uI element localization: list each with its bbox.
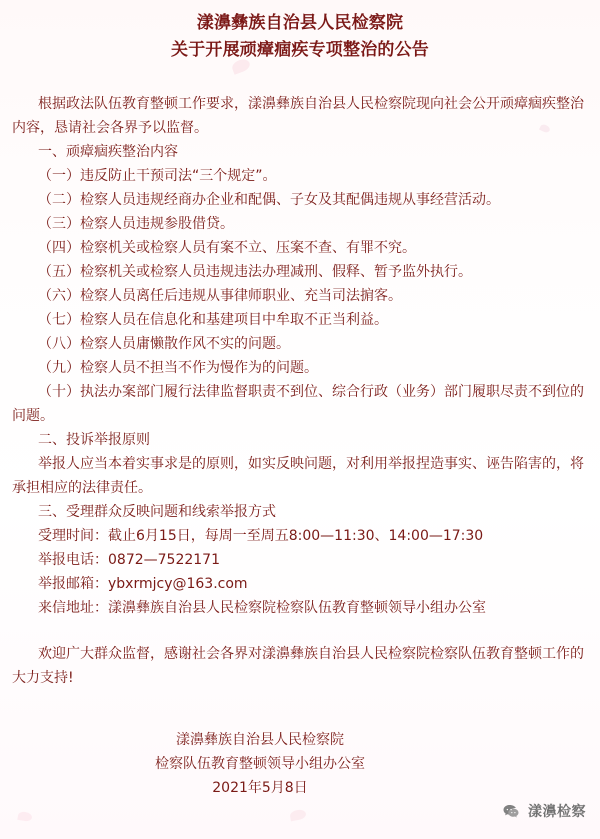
list-item: （四）检察机关或检察人员有案不立、压案不查、有罪不究。 (38, 240, 416, 256)
watermark (502, 801, 586, 821)
section-3-title: 三、受理群众反映问题和线索举报方式 (38, 504, 276, 520)
signature-line-1: 漾濞彝族自治县人民检察院 (176, 732, 344, 748)
contact-phone: 举报电话：0872—7522171 (38, 552, 220, 568)
closing-paragraph: 欢迎广大群众监督，感谢社会各界对漾濞彝族自治县人民检察院检察队伍教育整顿工作的大力支持! (12, 646, 584, 686)
contact-address: 来信地址：漾濞彝族自治县人民检察院检察队伍教育整顿领导小组办公室 (38, 600, 486, 616)
list-item: （五）检察机关或检察人员违规违法办理减刑、假释、暂予监外执行。 (38, 264, 472, 280)
list-item: （十）执法办案部门履行法律监督职责不到位、综合行政（业务）部门履职尽责不到位的问题。 (12, 384, 584, 424)
watermark-text: 漾濞检察 (528, 804, 586, 820)
decorative-petal (17, 811, 32, 822)
list-item: （二）检察人员违规经商办企业和配偶、子女及其配偶违规从事经营活动。 (38, 192, 500, 208)
decorative-petal (289, 809, 306, 822)
section-1-title: 一、顽瘴痼疾整治内容 (38, 144, 178, 160)
list-item: （六）检察人员离任后违规从事律师职业、充当司法掮客。 (38, 288, 402, 304)
intro-paragraph: 根据政法队伍教育整顿工作要求，漾濞彝族自治县人民检察院现向社会公开顽瘴痼疾整治内容，恳请社会各界予以监督。 (12, 96, 584, 136)
signature-date: 2021年5月8日 (212, 780, 308, 796)
list-item: （九）检察人员不担当不作为慢作为的问题。 (38, 360, 318, 376)
list-item: （一）违反防止干预司法“三个规定”。 (38, 168, 277, 184)
notice-title (0, 10, 600, 64)
spacer (12, 620, 588, 642)
title-line-2: 关于开展顽瘴痼疾专项整治的公告 (171, 40, 429, 60)
section-2-text: 举报人应当本着实事求是的原则，如实反映问题，对利用举报捏造事实、诬告陷害的，将承担相应的法律责任。 (12, 456, 584, 496)
notice-body (12, 92, 588, 690)
list-item: （三）检察人员违规参股借贷。 (38, 216, 234, 232)
list-item: （七）检察人员在信息化和基建项目中牟取不正当利益。 (38, 312, 388, 328)
list-item: （八）检察人员庸懒散作风不实的问题。 (38, 336, 290, 352)
contact-email: 举报邮箱：ybxrmjcy@163.com (38, 576, 248, 592)
contact-time: 受理时间：截止6月15日，每周一至周五8:00—11:30、14:00—17:30 (38, 528, 484, 544)
wechat-icon (502, 802, 520, 820)
section-2-title: 二、投诉举报原则 (38, 432, 150, 448)
signature-line-2: 检察队伍教育整顿领导小组办公室 (155, 756, 365, 772)
title-line-1: 漾濞彝族自治县人民检察院 (196, 13, 404, 33)
